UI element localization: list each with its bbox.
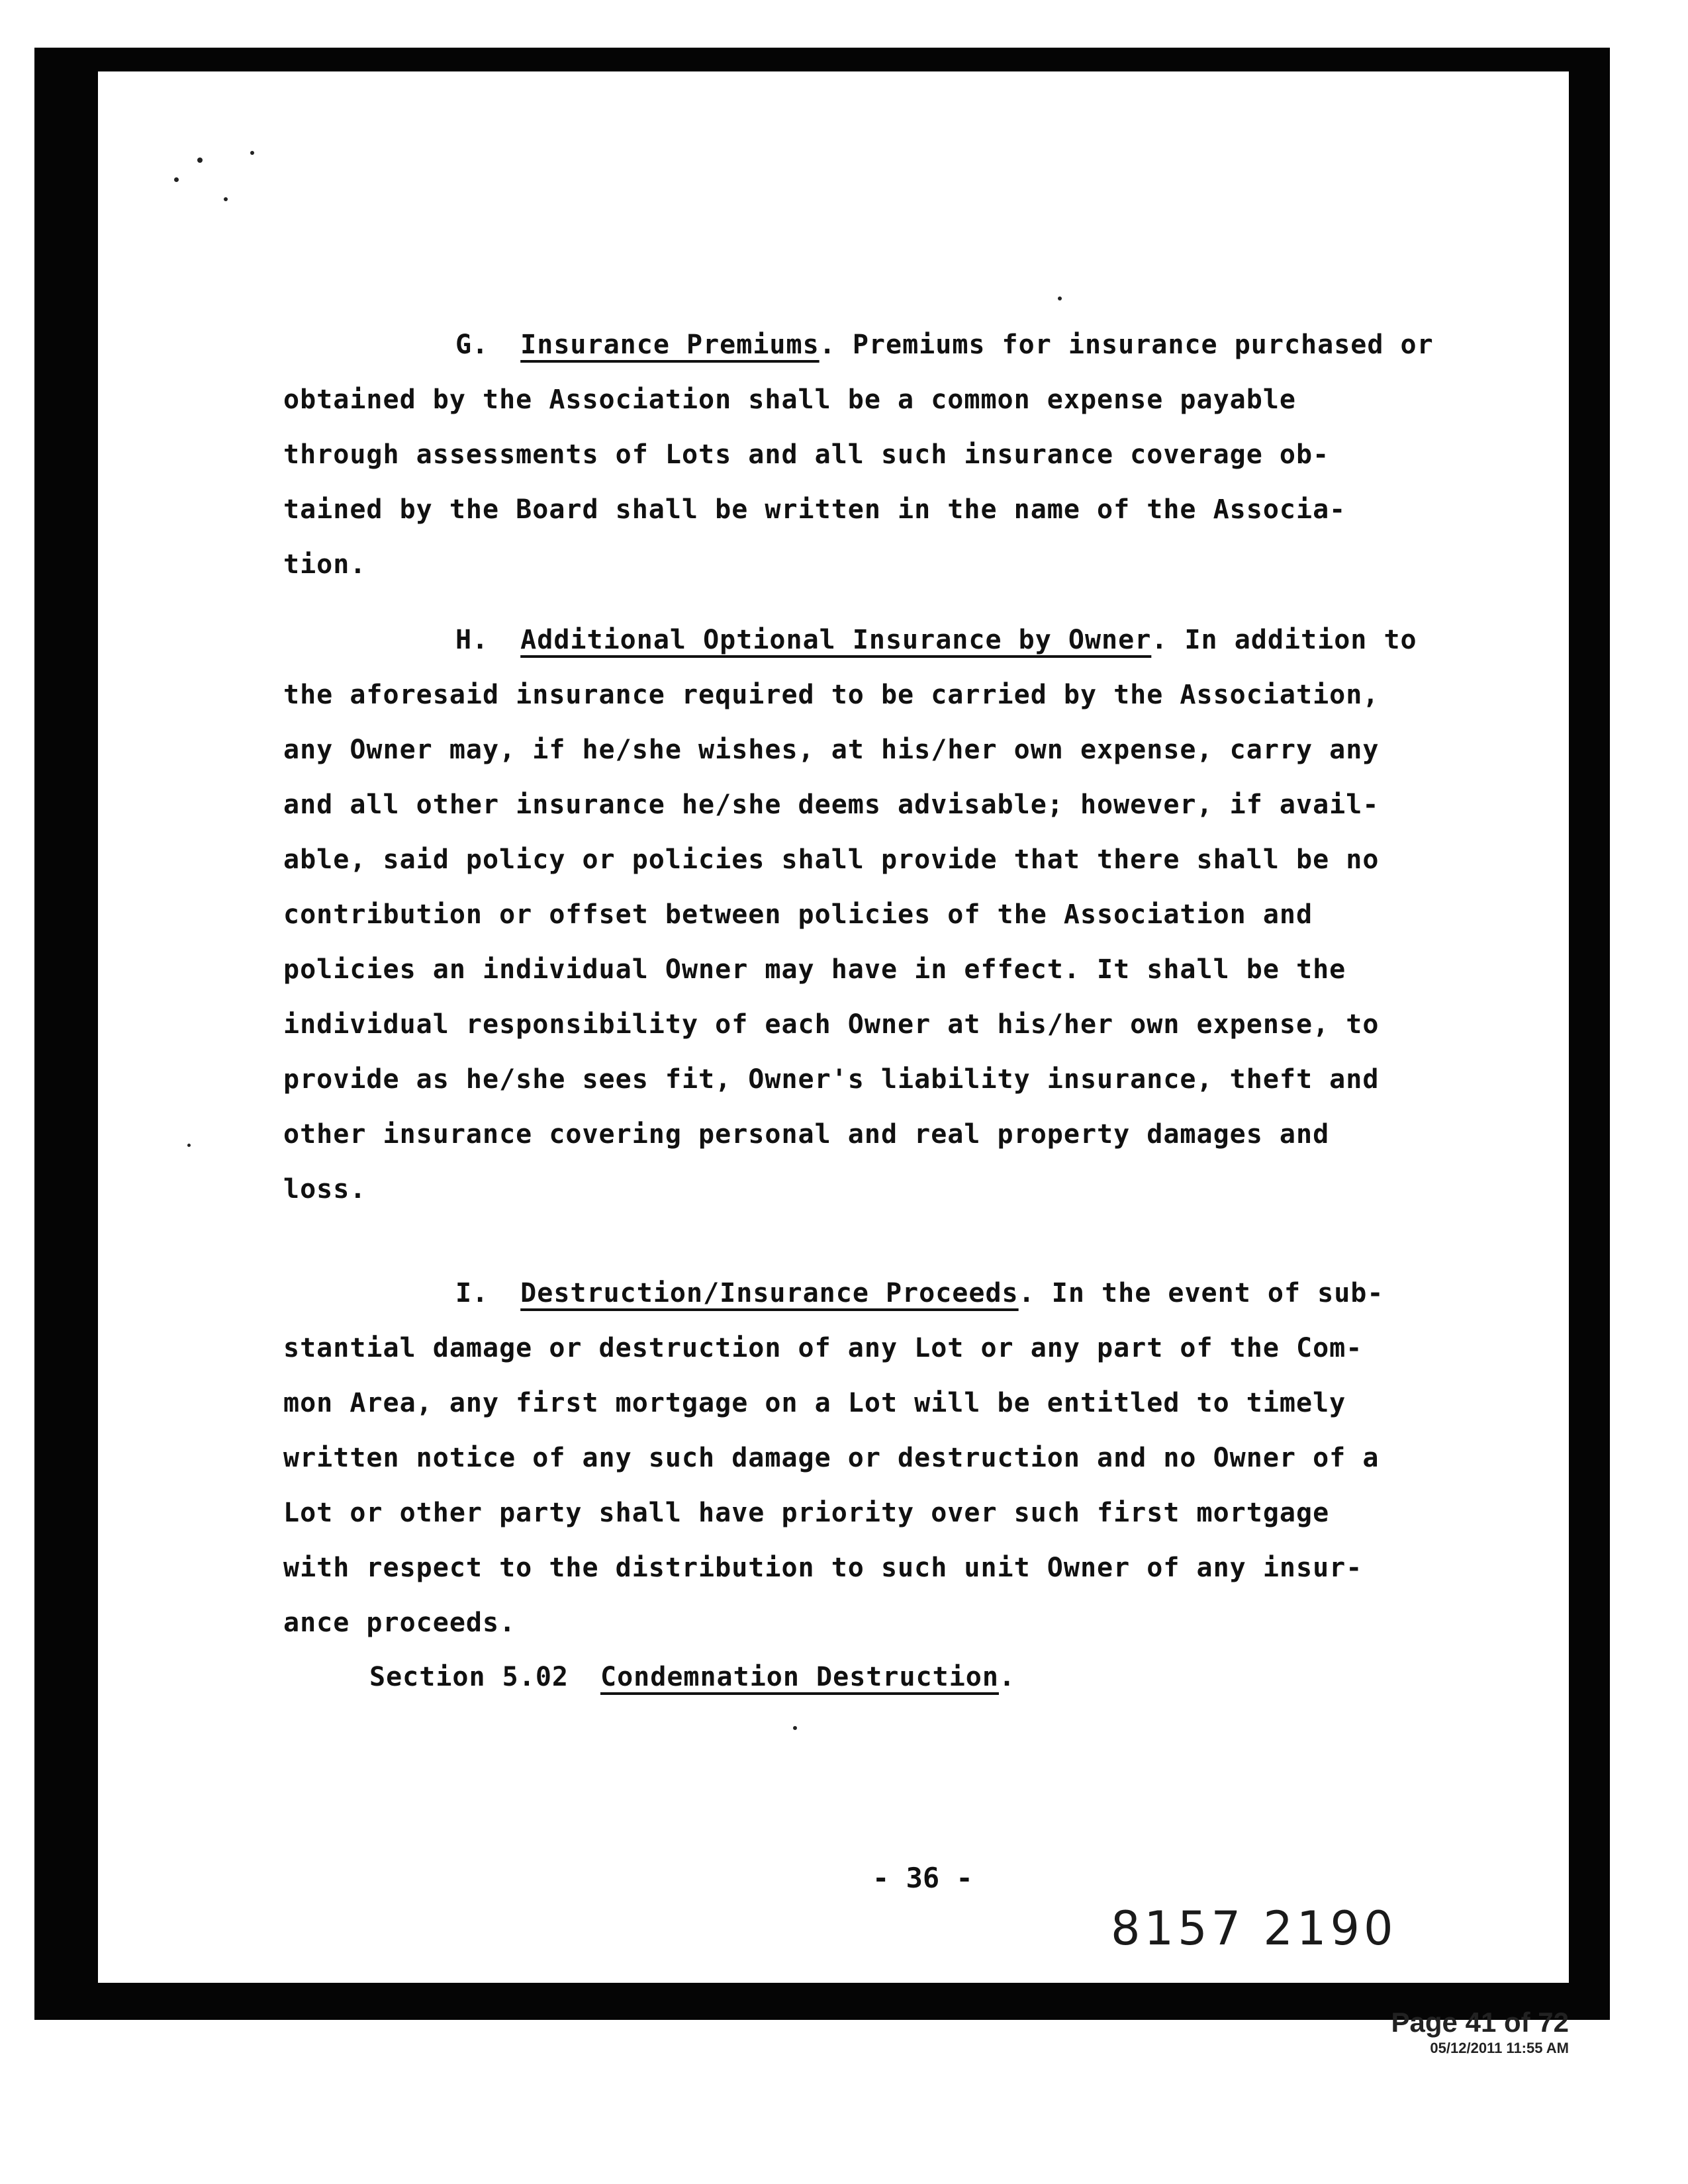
section-g-line: tion.	[283, 549, 367, 580]
section-i-line-1	[283, 1266, 1383, 1321]
scan-frame	[34, 48, 1610, 2020]
section-h-line: policies an individual Owner may have in effect. It shall be the	[283, 954, 1346, 985]
section-i-line: written notice of any such damage or destruction and no Owner of a	[283, 1443, 1380, 1473]
section-h-line: any Owner may, if he/she wishes, at his/her own expense, carry any	[283, 735, 1380, 765]
section-g-text: . Premiums for insurance purchased or	[819, 330, 1434, 360]
section-h-line: loss.	[283, 1174, 367, 1205]
section-h-label: H.	[455, 625, 489, 655]
section-h-line: the aforesaid insurance required to be carried by the Association,	[283, 680, 1380, 710]
section-5-02	[369, 1650, 1015, 1705]
section-i	[283, 1266, 1383, 1651]
section-i-line: ance proceeds.	[283, 1608, 516, 1638]
section-h-line: and all other insurance he/she deems advisable; however, if avail-	[283, 790, 1380, 820]
section-h-text: . In addition to	[1151, 625, 1417, 655]
section-g-line: tained by the Board shall be written in the name of the Associa-	[283, 494, 1346, 525]
scan-speck	[197, 158, 203, 163]
section-5-02-trail: .	[998, 1662, 1016, 1692]
page-count: Page 41 of 72	[1391, 2007, 1569, 2038]
page-number: - 36 -	[872, 1862, 973, 1894]
section-h-line: contribution or offset between policies of the Association and	[283, 899, 1313, 930]
scanned-page	[98, 71, 1569, 1983]
scan-speck	[224, 197, 228, 201]
section-i-heading: Destruction/Insurance Proceeds	[520, 1278, 1019, 1308]
section-i-line: with respect to the distribution to such unit Owner of any insur-	[283, 1553, 1363, 1583]
section-g	[283, 318, 1434, 592]
section-g-line-1	[283, 318, 1434, 373]
section-h-line: individual responsibility of each Owner at his/her own expense, to	[283, 1009, 1380, 1040]
section-5-02-label: Section 5.02	[369, 1662, 569, 1692]
section-h	[283, 613, 1417, 1217]
section-i-line: mon Area, any first mortgage on a Lot will be entitled to timely	[283, 1388, 1346, 1418]
scan-speck	[1058, 296, 1062, 300]
section-h-line: provide as he/she sees fit, Owner's liability insurance, theft and	[283, 1064, 1380, 1095]
scan-speck	[250, 151, 254, 155]
section-h-line: able, said policy or policies shall provide that there shall be no	[283, 844, 1380, 875]
section-i-line: Lot or other party shall have priority over such first mortgage	[283, 1498, 1330, 1528]
section-g-heading: Insurance Premiums	[520, 330, 820, 360]
book-reference: 8157 2190	[1111, 1901, 1397, 1956]
section-i-text: . In the event of sub-	[1018, 1278, 1384, 1308]
scan-speck	[187, 1144, 191, 1147]
section-i-label: I.	[455, 1278, 489, 1308]
section-g-label: G.	[455, 330, 489, 360]
section-h-heading: Additional Optional Insurance by Owner	[520, 625, 1152, 655]
section-5-02-title: Condemnation Destruction	[600, 1662, 999, 1692]
section-h-line: other insurance covering personal and real property damages and	[283, 1119, 1330, 1150]
section-g-line: through assessments of Lots and all such insurance coverage ob-	[283, 439, 1330, 470]
timestamp: 05/12/2011 11:55 AM	[1430, 2040, 1569, 2056]
section-g-line: obtained by the Association shall be a common expense payable	[283, 385, 1297, 415]
section-h-line-1	[283, 613, 1417, 668]
scan-speck	[174, 177, 179, 182]
scan-speck	[793, 1726, 797, 1730]
section-i-line: stantial damage or destruction of any Lot or any part of the Com-	[283, 1333, 1363, 1363]
